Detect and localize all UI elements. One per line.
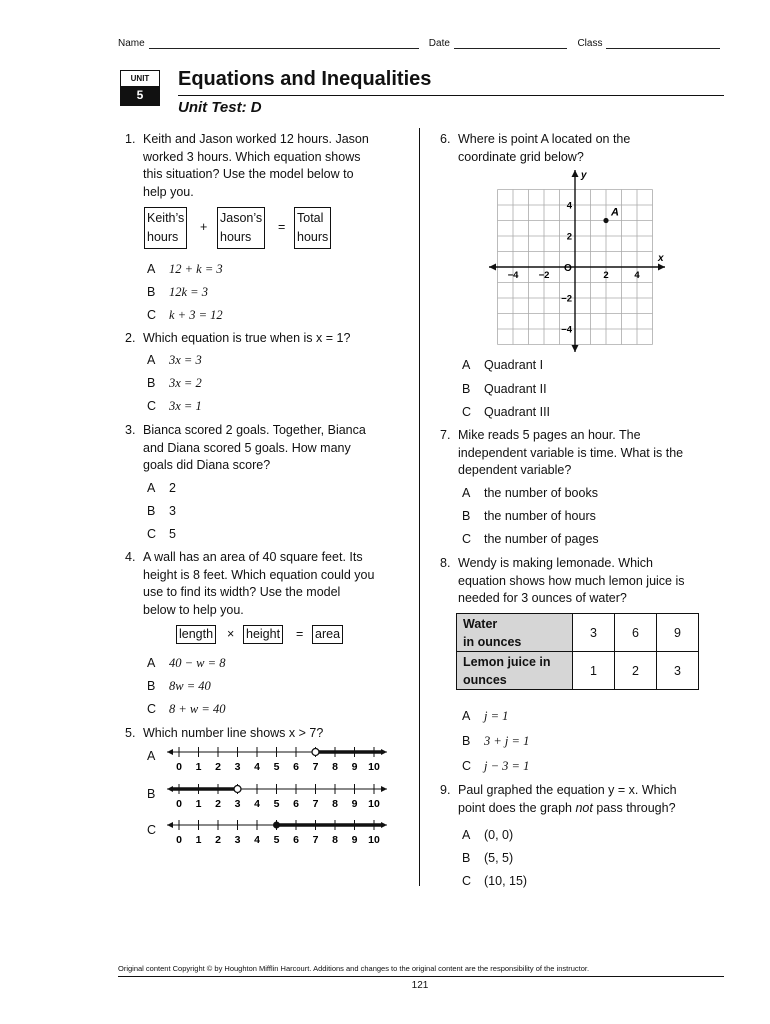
model-box-line: Keith’s [147, 211, 185, 225]
option-letter: B [462, 851, 471, 865]
left-arrow-icon [167, 822, 173, 828]
tick-label: 10 [368, 761, 380, 773]
stem-line: use to find its width? Use the model [143, 585, 341, 600]
option-letter: A [462, 828, 471, 842]
arrow-left-icon [489, 264, 496, 271]
tick-label: 1 [195, 798, 202, 810]
stem-line: A wall has an area of 40 square feet. Its [143, 550, 363, 564]
option-text: Quadrant III [484, 405, 551, 419]
answer-option[interactable] [147, 262, 223, 277]
model-box-line: hours [297, 230, 329, 244]
tick-label: 6 [293, 761, 299, 773]
tick-label: 1 [195, 834, 202, 846]
arrow-right-icon [658, 264, 665, 271]
question-stem [458, 555, 685, 608]
plus-sign: + [200, 220, 208, 234]
tick-label: 3 [234, 761, 241, 773]
option-letter: B [147, 679, 156, 693]
option-letter: C [147, 399, 157, 413]
y-tick-label: 2 [566, 231, 572, 243]
option-text: (10, 15) [484, 874, 528, 888]
arrow-up-icon [572, 170, 579, 177]
right-arrow-icon [381, 822, 387, 828]
answer-option[interactable] [147, 527, 176, 541]
tick-label: 3 [234, 834, 241, 846]
origin-label: O [564, 263, 572, 274]
answer-option[interactable] [462, 532, 599, 546]
open-circle [312, 749, 319, 756]
copyright-footer: Original content Copyright © by Houghton Mifflin Harcourt. Additions and changes to the original content are the responsibility of the instructor. [118, 964, 590, 973]
equals-sign: = [296, 627, 304, 641]
x-tick-label: −2 [538, 270, 550, 281]
number-line-option-a[interactable] [147, 749, 155, 763]
tick-label: 4 [254, 834, 260, 846]
option-letter: B [147, 787, 156, 801]
tick-label: 2 [215, 798, 221, 810]
right-arrow-icon [381, 749, 387, 755]
tick-label: 2 [215, 761, 221, 773]
model-box-line: hours [220, 230, 252, 244]
name-blank[interactable] [149, 39, 419, 49]
times-sign: × [227, 627, 235, 641]
stem-line: Which number line shows x > 7? [143, 726, 324, 740]
answer-option[interactable] [462, 828, 513, 842]
option-text: the number of books [484, 486, 598, 500]
model-box-total-hours [294, 207, 331, 249]
table-cell: 3 [657, 652, 699, 690]
tick-label: 2 [215, 834, 221, 846]
question-number: 7. [440, 428, 451, 442]
tick-label: 4 [254, 798, 260, 810]
question-stem [143, 330, 350, 348]
number-line-b [167, 784, 387, 810]
answer-option[interactable] [147, 376, 202, 391]
table-row [457, 652, 699, 690]
x-tick-label: 2 [603, 270, 609, 281]
question-3 [125, 422, 415, 476]
tick-label: 8 [332, 761, 338, 773]
option-text: the number of hours [484, 509, 596, 523]
option-letter: A [147, 656, 156, 670]
option-letter: C [462, 874, 472, 888]
stem-line: coordinate grid below? [458, 149, 584, 164]
stem-line: Where is point A located on the [458, 132, 631, 146]
tick-label: 0 [176, 834, 182, 846]
answer-option[interactable] [462, 759, 529, 774]
answer-option[interactable] [462, 486, 598, 500]
question-stem [458, 131, 630, 166]
answer-option[interactable] [147, 353, 202, 368]
tick-label: 4 [254, 761, 260, 773]
stem-line: needed for 3 ounces of water? [458, 591, 627, 606]
answer-option[interactable] [462, 851, 513, 865]
stem-line: equation shows how much lemon juice is [458, 573, 685, 588]
option-letter: A [462, 486, 471, 500]
option-text: Quadrant I [484, 358, 544, 372]
question-stem [143, 422, 366, 475]
stem-line: below to help you. [143, 602, 244, 617]
stem-text: point does the graph [458, 800, 576, 815]
option-letter: A [462, 709, 471, 723]
name-label: Name [118, 38, 145, 49]
option-letter: B [147, 504, 156, 518]
answer-option[interactable] [147, 308, 223, 323]
number-line-c [167, 820, 387, 846]
option-text: 40 − w = 8 [169, 656, 226, 670]
open-circle [234, 786, 241, 793]
lemonade-table [456, 613, 699, 690]
question-7 [440, 427, 730, 481]
left-arrow-icon [167, 786, 173, 792]
answer-option[interactable] [462, 405, 550, 419]
date-blank[interactable] [454, 39, 568, 49]
stem-line: Wendy is making lemonade. Which [458, 556, 653, 570]
x-tick-label: 4 [634, 270, 640, 281]
model-box-keiths-hours [144, 207, 187, 249]
unit-label: UNIT [121, 71, 159, 86]
header-line: Lemon juice in [463, 654, 551, 669]
answer-option[interactable] [462, 358, 543, 372]
column-divider [419, 128, 420, 886]
option-text: the number of pages [484, 532, 599, 546]
coordinate-grid [485, 166, 670, 356]
y-tick-label: 4 [566, 200, 572, 212]
question-stem [143, 131, 369, 201]
option-text: 3 [169, 504, 176, 518]
question-number: 8. [440, 556, 451, 570]
model-box-area: area [312, 625, 343, 644]
answer-option[interactable] [147, 504, 176, 518]
tick-label: 9 [351, 834, 358, 846]
row-header-water [457, 614, 573, 652]
model-box-line: Total [297, 211, 324, 225]
option-text: 12k = 3 [169, 285, 208, 299]
title-rule [178, 95, 724, 96]
question-4 [125, 549, 420, 621]
tick-label: 9 [351, 798, 358, 810]
option-text: 3 + j = 1 [484, 734, 530, 748]
option-letter: A [147, 262, 156, 276]
left-arrow-icon [167, 749, 173, 755]
tick-label: 5 [273, 761, 280, 773]
model-box-jasons-hours [217, 207, 265, 249]
question-number: 6. [440, 132, 451, 146]
stem-line: Paul graphed the equation y = x. Which [458, 783, 677, 797]
option-text: (5, 5) [484, 851, 514, 865]
option-letter: B [147, 285, 156, 299]
header-fields [118, 38, 720, 49]
tick-label: 0 [176, 761, 182, 773]
number-line-option-b[interactable] [147, 787, 155, 801]
stem-line: Which equation is true when is x = 1? [143, 331, 351, 345]
option-letter: B [462, 509, 471, 523]
y-axis-label: y [581, 170, 587, 181]
model-box-length: length [176, 625, 216, 644]
header-line: in ounces [463, 634, 522, 649]
class-label: Class [577, 38, 603, 49]
option-letter: C [462, 405, 472, 419]
answer-option[interactable] [462, 382, 547, 396]
equals-sign: = [278, 220, 286, 234]
stem-line: dependent variable? [458, 463, 572, 478]
class-blank[interactable] [606, 39, 720, 49]
option-text: 3x = 1 [169, 399, 202, 413]
answer-option[interactable] [147, 656, 225, 671]
stem-text: pass through? [592, 800, 676, 815]
option-text: 5 [169, 527, 176, 541]
stem-line: Keith and Jason worked 12 hours. Jason [143, 132, 369, 146]
table-cell: 6 [615, 614, 657, 652]
option-letter: C [462, 532, 472, 546]
tick-label: 6 [293, 798, 299, 810]
tick-label: 1 [195, 761, 202, 773]
tick-label: 7 [312, 761, 319, 773]
answer-option[interactable] [147, 679, 211, 694]
answer-option[interactable] [147, 702, 225, 717]
right-arrow-icon [381, 786, 387, 792]
question-stem [458, 427, 683, 480]
header-line: Water [463, 616, 498, 631]
tick-label: 6 [293, 834, 299, 846]
y-tick-label: −2 [561, 293, 572, 305]
point-a [603, 218, 608, 223]
unit-number: 5 [121, 86, 159, 105]
option-letter: B [147, 376, 156, 390]
option-letter: A [147, 353, 156, 367]
question-number: 9. [440, 783, 451, 797]
table-cell: 2 [615, 652, 657, 690]
question-9 [440, 782, 730, 820]
table-cell: 1 [573, 652, 615, 690]
question-1 [125, 131, 415, 203]
answer-option[interactable] [462, 734, 529, 749]
tick-label: 0 [176, 798, 182, 810]
number-lines [165, 740, 393, 850]
page-subtitle: Unit Test: D [178, 99, 262, 116]
date-label: Date [428, 38, 450, 49]
option-letter: A [147, 481, 156, 495]
option-text: 3x = 3 [169, 353, 202, 367]
tick-label: 10 [368, 798, 380, 810]
arrow-down-icon [572, 345, 579, 352]
stem-line: worked 3 hours. Which equation shows [143, 149, 361, 164]
option-letter: C [147, 308, 157, 322]
model-box-line: Jason’s [220, 211, 263, 225]
page-number: 121 [411, 980, 429, 991]
option-letter: C [462, 759, 472, 773]
option-letter: B [462, 734, 471, 748]
answer-option[interactable] [462, 874, 527, 888]
answer-option[interactable] [462, 509, 596, 523]
stem-line: Mike reads 5 pages an hour. The [458, 428, 641, 442]
option-text: k + 3 = 12 [169, 308, 223, 322]
question-6 [440, 131, 730, 167]
stem-line: this situation? Use the model below to [143, 167, 354, 182]
row-header-lemon-juice [457, 652, 573, 690]
stem-line: independent variable is time. What is the [458, 445, 684, 460]
answer-option[interactable] [147, 399, 202, 414]
option-text: 8w = 40 [169, 679, 211, 693]
answer-option[interactable] [147, 481, 176, 495]
question-number: 2. [125, 331, 136, 345]
closed-circle [273, 822, 280, 829]
tick-label: 10 [368, 834, 380, 846]
stem-line: and Diana scored 5 goals. How many [143, 440, 351, 455]
option-text: 2 [169, 481, 176, 495]
question-number: 3. [125, 423, 136, 437]
question-stem [458, 782, 677, 817]
option-text: (0, 0) [484, 828, 514, 842]
option-text: j − 3 = 1 [484, 759, 530, 773]
unit-badge [120, 70, 160, 106]
stem-emphasis: not [575, 800, 593, 815]
question-number: 1. [125, 132, 136, 146]
tick-label: 8 [332, 834, 338, 846]
option-letter: A [147, 749, 156, 763]
tick-label: 7 [312, 798, 319, 810]
footer-rule [118, 976, 724, 977]
table-cell: 3 [573, 614, 615, 652]
question-number: 5. [125, 726, 136, 740]
question-stem [143, 549, 374, 619]
y-tick-label: −4 [561, 324, 572, 336]
question-2 [125, 330, 415, 348]
header-line: ounces [463, 672, 507, 687]
number-line-a [167, 747, 387, 773]
tick-label: 5 [273, 798, 280, 810]
option-text: j = 1 [484, 709, 509, 723]
question-number: 4. [125, 550, 136, 564]
option-text: Quadrant II [484, 382, 547, 396]
tick-label: 9 [351, 761, 358, 773]
tick-label: 5 [273, 834, 280, 846]
option-letter: A [462, 358, 471, 372]
tick-label: 3 [234, 798, 241, 810]
option-text: 12 + k = 3 [169, 262, 223, 276]
stem-line: help you. [143, 184, 194, 199]
model-box-height: height [243, 625, 283, 644]
stem-line [458, 800, 677, 818]
number-line-option-c[interactable] [147, 823, 156, 837]
tick-label: 7 [312, 834, 319, 846]
stem-line: goals did Diana score? [143, 458, 271, 473]
stem-line: Bianca scored 2 goals. Together, Bianca [143, 423, 366, 437]
stem-line: height is 8 feet. Which equation could you [143, 567, 375, 582]
option-letter: C [147, 823, 157, 837]
question-8 [440, 555, 730, 609]
point-a-label: A [611, 206, 619, 219]
model-box-line: hours [147, 230, 179, 244]
option-letter: B [462, 382, 471, 396]
answer-option[interactable] [147, 285, 208, 300]
option-letter: C [147, 702, 157, 716]
tick-label: 8 [332, 798, 338, 810]
option-text: 8 + w = 40 [169, 702, 226, 716]
table-cell: 9 [657, 614, 699, 652]
table-row [457, 614, 699, 652]
option-text: 3x = 2 [169, 376, 202, 390]
page-title: Equations and Inequalities [178, 68, 432, 90]
x-tick-label: −4 [507, 270, 519, 281]
x-axis-label: x [658, 253, 664, 264]
answer-option[interactable] [462, 709, 508, 724]
option-letter: C [147, 527, 157, 541]
